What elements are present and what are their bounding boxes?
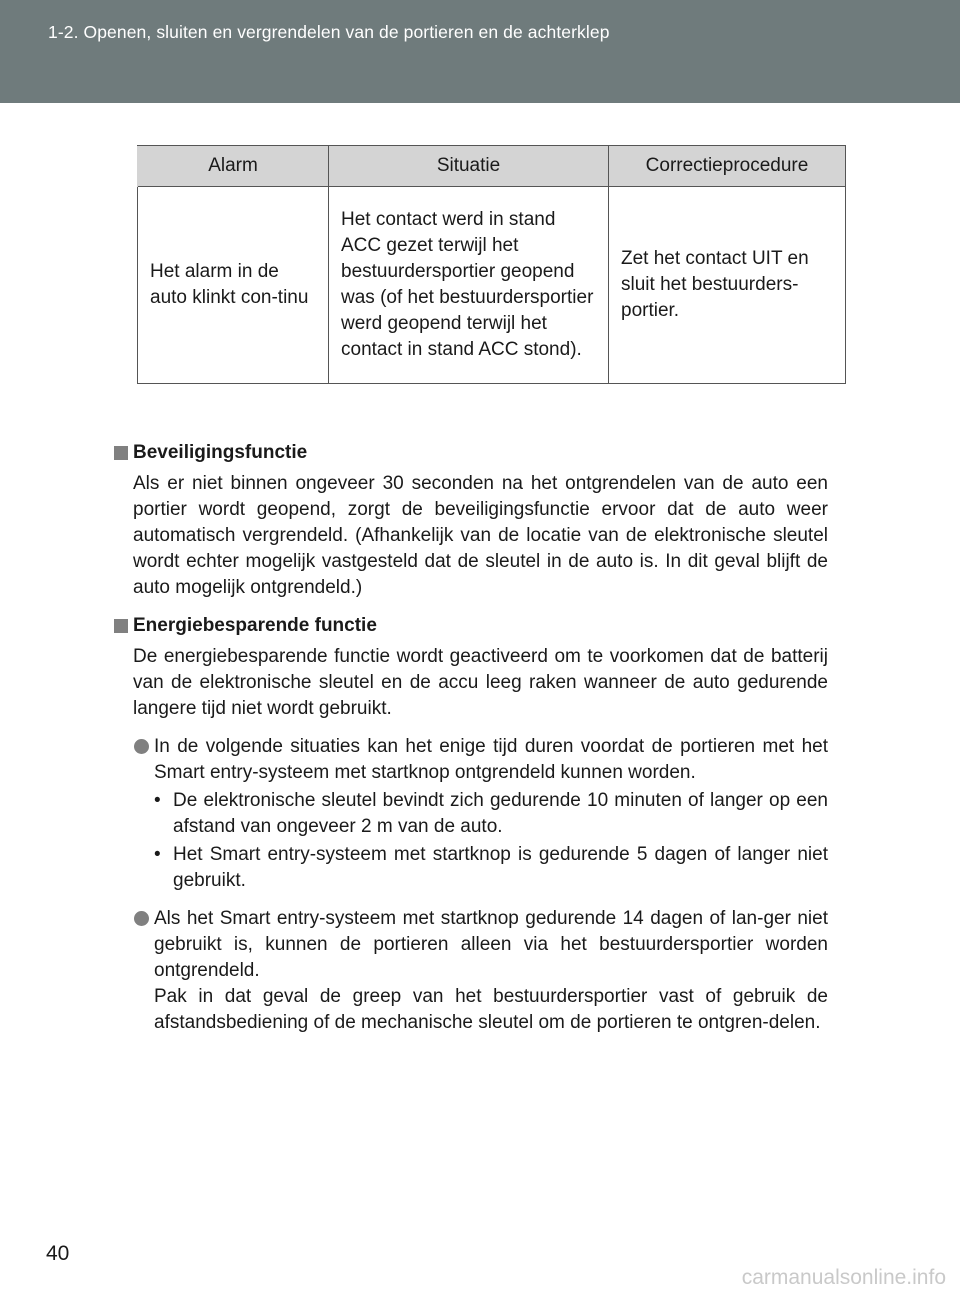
cell-situatie: Het contact werd in stand ACC gezet terwijl het bestuurdersportier geopend was (of het bestuurdersportier werd geopend terwijl het contact in stand ACC stond). [329,187,609,384]
sub-list-item [154,788,828,840]
chapter-title: 1-2. Openen, sluiten en vergrendelen van de portieren en de achterklep [48,22,610,42]
cell-procedure: Zet het contact UIT en sluit het bestuurders-portier. [609,187,846,384]
column-header-correctieprocedure: Correctieprocedure [609,146,846,187]
square-bullet-icon [114,619,128,633]
page-header [0,0,960,103]
section-text: Als er niet binnen ongeveer 30 seconden na het ontgrendelen van de auto een portier wordt geopend, zorgt de beveiligingsfunctie ervoor dat de auto weer automatisch vergrendeld. (Afhankelijk van de locatie van de elektronische sleutel wordt echter mogelijk vastgesteld dat de sleutel in de auto is. In dit geval blijft de auto mogelijk ontgrendeld.) [133,473,828,598]
page-number: 40 [46,1242,70,1265]
circle-bullet-icon [134,739,149,754]
table-row [138,187,846,384]
sub-list-item [154,842,828,894]
bullet-icon: • [154,844,161,865]
list-item-text: Als het Smart entry-systeem met startknop gedurende 14 dagen of lan-ger niet gebruikt is, kunnen de portieren alleen via het bestuurdersportier worden ontgrendeld. [154,908,828,981]
column-header-alarm: Alarm [138,146,329,187]
section-text: De energiebesparende functie wordt geactiveerd om te voorkomen dat de batterij van de elektronische sleutel en de accu leeg raken wanneer de auto gedurende langere tijd niet wordt gebruikt. [133,646,828,719]
watermark: carmanualsonline.info [741,1266,946,1289]
column-header-situatie: Situatie [329,146,609,187]
square-bullet-icon [114,446,128,460]
section-title: Energiebesparende functie [133,615,377,636]
alarm-table [137,145,846,384]
sub-item-text: De elektronische sleutel bevindt zich gedurende 10 minuten of langer op een afstand van ongeveer 2 m van de auto. [173,790,828,837]
section-beveiligingsfunctie [112,440,828,601]
cell-alarm: Het alarm in de auto klinkt con-tinu [138,187,329,384]
list-item-text: In de volgende situaties kan het enige tijd duren voordat de portieren met het Smart entry-systeem met startknop ontgrendeld kunnen worden. [154,736,828,783]
bullet-icon: • [154,790,161,811]
table-header-row [138,146,846,187]
list-item [133,906,828,1036]
main-content [112,440,828,1036]
section-title: Beveiligingsfunctie [133,442,308,463]
list-item-extra-text: Pak in dat geval de greep van het bestuurdersportier vast of gebruik de afstandsbediening of de mechanische sleutel om de portieren te ontgren-delen. [154,986,828,1033]
circle-bullet-icon [134,911,149,926]
list-item [133,734,828,894]
section-energiebesparende-functie [112,613,828,1036]
sub-item-text: Het Smart entry-systeem met startknop is gedurende 5 dagen of langer niet gebruikt. [173,844,828,891]
